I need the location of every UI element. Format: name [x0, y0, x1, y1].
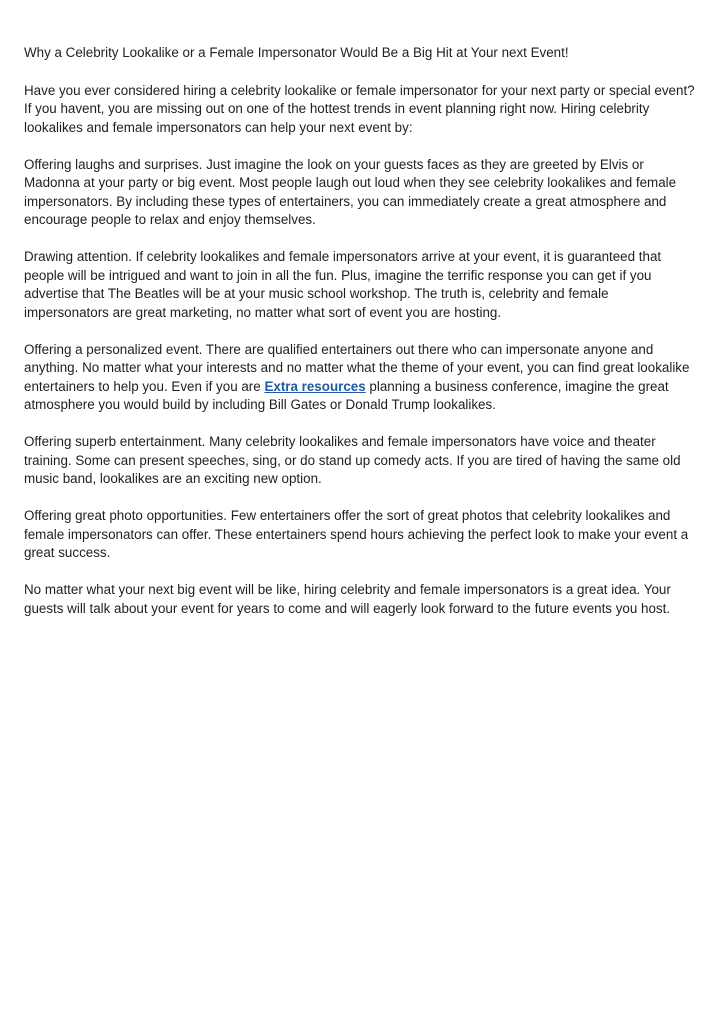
paragraph-conclusion: No matter what your next big event will be like, hiring celebrity and female impersonators is a great idea. Your guests will talk about your event for years to come and will eagerly look forward to the future events you host.	[24, 582, 671, 616]
paragraph-intro: Have you ever considered hiring a celebrity lookalike or female impersonator for your next party or special event? If you havent, you are missing out on one of the hottest trends in event planning right now. Hiring celebrity lookalikes and female impersonators can help your next event by:	[24, 82, 695, 135]
document-title: Why a Celebrity Lookalike or a Female Impersonator Would Be a Big Hit at Your next Event!	[24, 45, 569, 60]
extra-resources-link[interactable]: Extra resources	[264, 378, 366, 394]
paragraph-laughs: Offering laughs and surprises. Just imagine the look on your guests faces as they are greeted by Elvis or Madonna at your party or big event. Most people laugh out loud when they see celebrity lookalikes and female impersonators. By including these types of entertainers, you can immediately create a great atmosphere and encourage people to relax and enjoy themselves.	[24, 156, 677, 227]
paragraph-personalized-text-before: Offering a personalized event. There are qualified entertainers out there who can impersonate anyone and anything. No matter what your interests and no matter what the theme of your event, you can find great lookalike entertainers to help you. Even if you are	[24, 341, 690, 394]
paragraph-personalized	[24, 341, 696, 415]
paragraph-entertainment: Offering superb entertainment. Many celebrity lookalikes and female impersonators have voice and theater training. Some can present speeches, sing, or do stand up comedy acts. If you are tired of having the same old music band, lookalikes are an exciting new option.	[24, 434, 681, 486]
paragraph-attention: Drawing attention. If celebrity lookalikes and female impersonators arrive at your event, it is guaranteed that people will be intrigued and want to join in all the fun. Plus, imagine the terrific response you can get if you advertise that The Beatles will be at your music school workshop. The truth is, celebrity and female impersonators are great marketing, no matter what sort of event you are hosting.	[24, 249, 662, 320]
paragraph-personalized-text-after: planning a business conference, imagine the great atmosphere you would build by including Bill Gates or Donald Trump lookalikes.	[24, 378, 669, 412]
paragraph-photo: Offering great photo opportunities. Few entertainers offer the sort of great photos that celebrity lookalikes and female impersonators can offer. These entertainers spend hours achieving the perfect look to make your event a great success.	[24, 508, 689, 560]
